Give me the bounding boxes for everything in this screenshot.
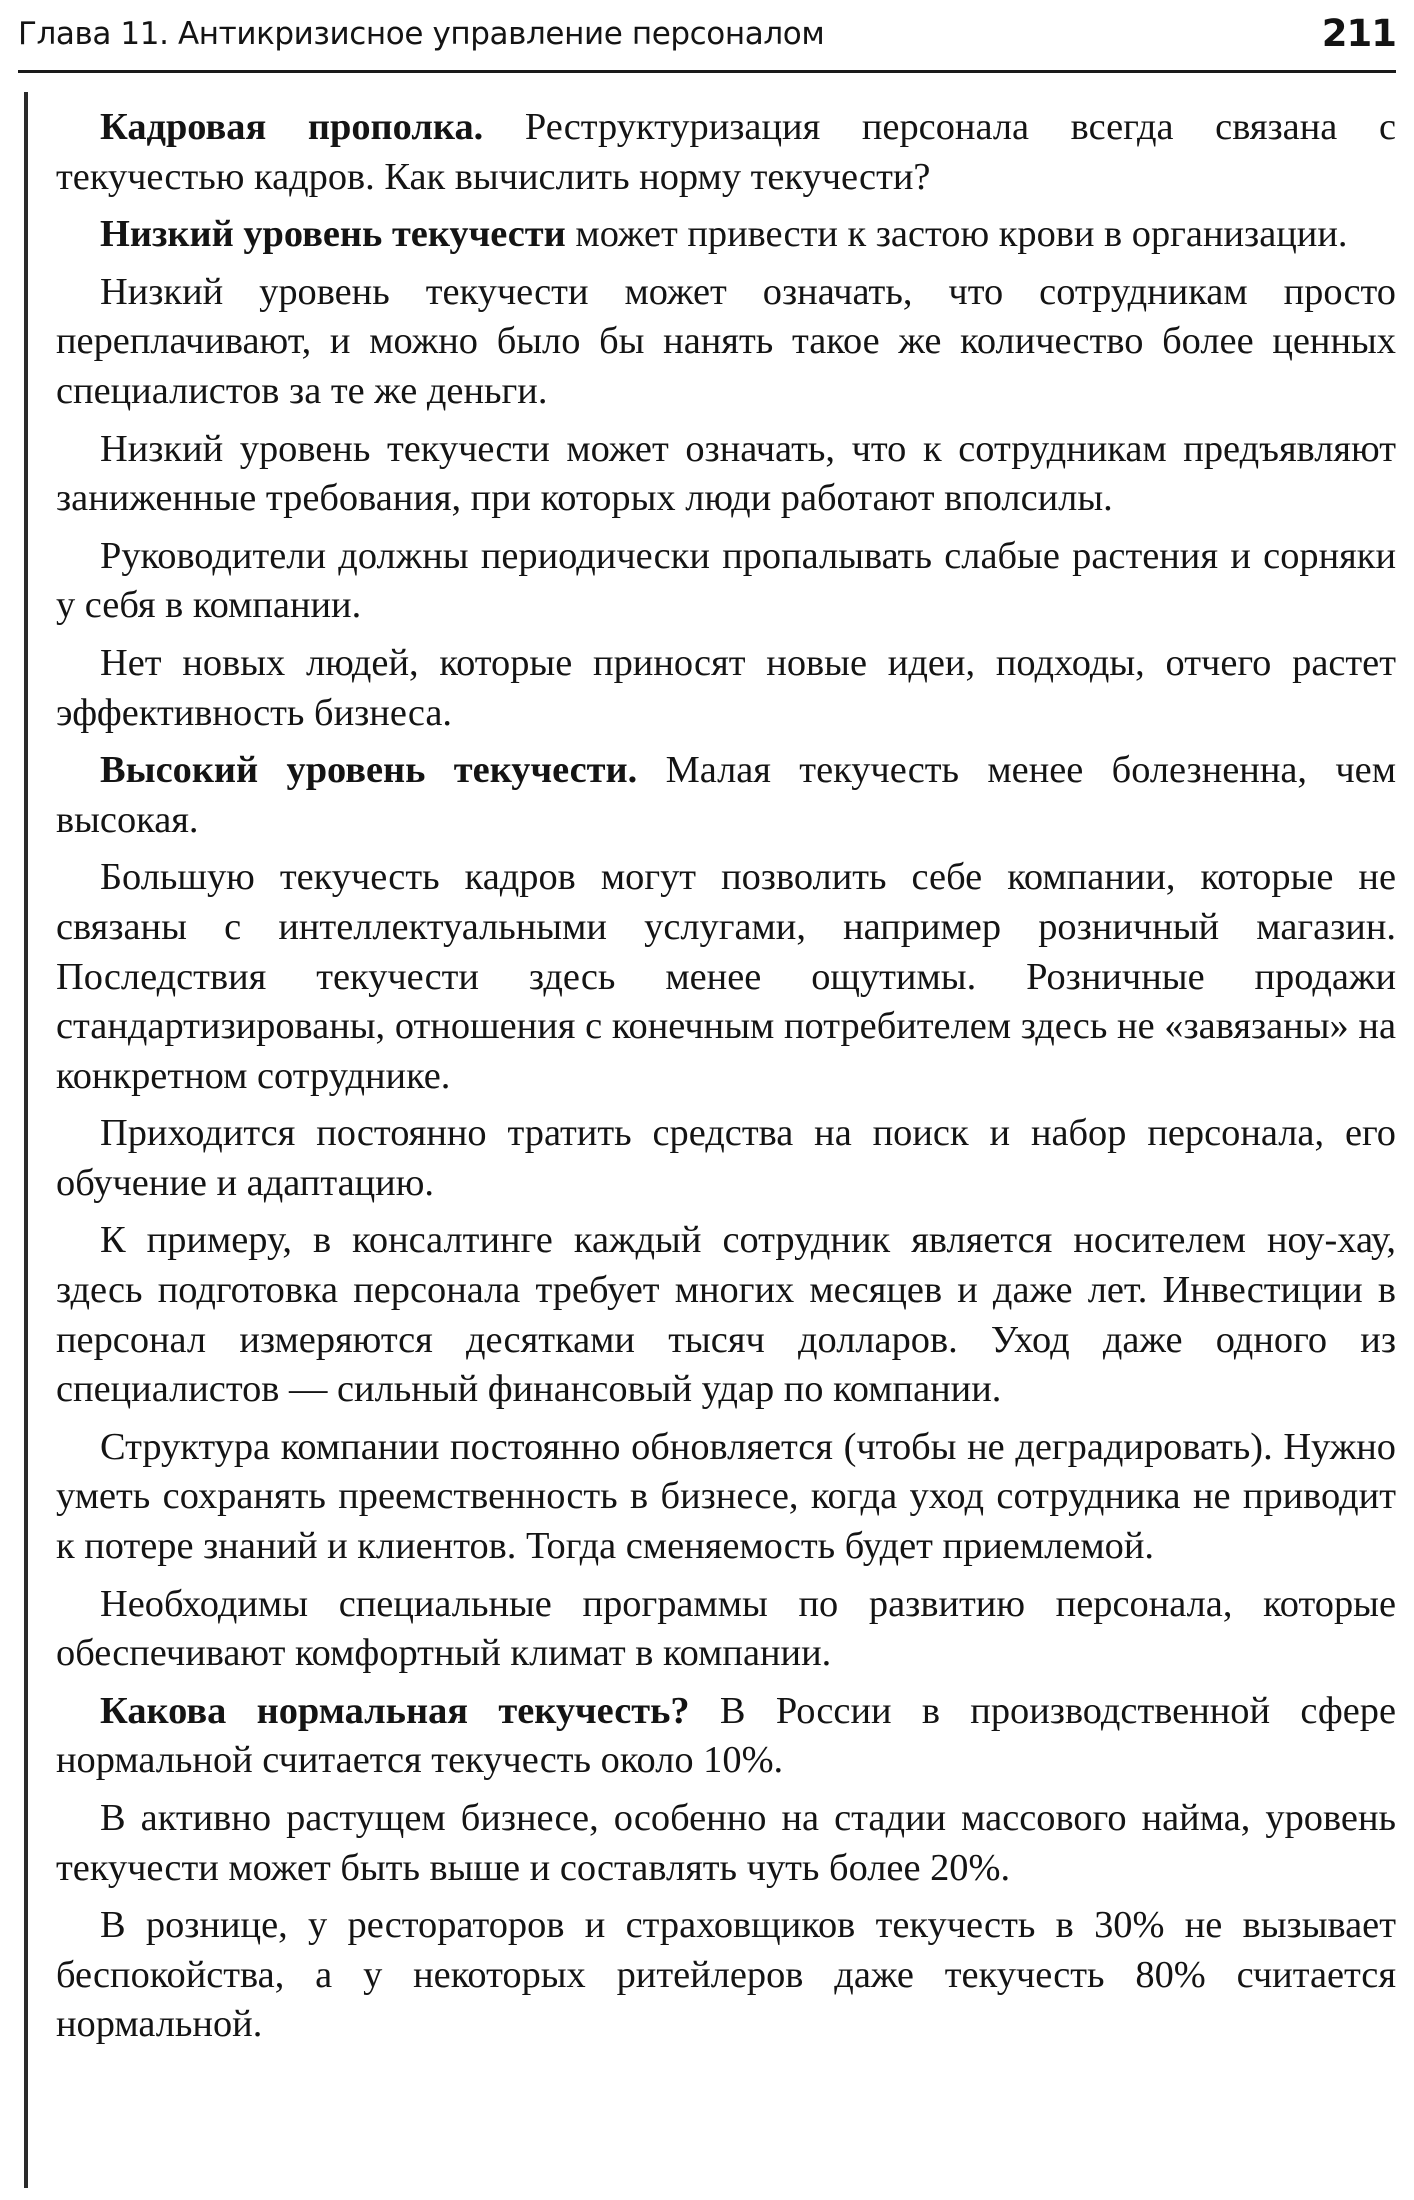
running-head <box>18 8 1396 73</box>
paragraph-normal-turnover <box>56 1687 1396 1786</box>
paragraph <box>56 1901 1396 2050</box>
paragraph-text: Низкий уровень текучести может означать, что сотрудникам просто переплачивают, и можно было бы нанять такое же количество более ценных специалистов за те же деньги. <box>56 270 1396 412</box>
paragraph-text: может привести к застою крови в организации. <box>565 213 1348 256</box>
paragraph-text: В рознице, у рестораторов и страховщиков текучесть в 30% не вызывает беспокойства, а у некоторых ритейлеров даже текучесть 80% считается нормальной. <box>56 1904 1396 2046</box>
paragraph-high-turnover <box>56 746 1396 845</box>
paragraph <box>56 639 1396 738</box>
paragraph <box>56 853 1396 1101</box>
paragraph-text: Структура компании постоянно обновляется (чтобы не деградировать). Нужно уметь сохранять преемственность в бизнесе, когда уход сотрудника не приводит к потере знаний и клиентов. Тогда сменяемость будет приемлемой. <box>56 1425 1396 1568</box>
paragraph-text: Большую текучесть кадров могут позволить себе компании, которые не связаны с интеллектуальными услугами, например розничный магазин. Последствия текучести здесь менее ощутимы. Розничные продажи стандартизированы, отношения с конечным потребителем здесь не «завязаны» на конкретном сотруднике. <box>56 856 1396 1097</box>
paragraph-staff-weeding <box>56 103 1396 202</box>
body-text <box>56 103 1396 2058</box>
paragraph-text: Реструктуризация персонала всегда связана с текучестью кадров. Как вычислить норму текучести? <box>56 106 1396 198</box>
paragraph <box>56 532 1396 631</box>
paragraph-lead: Какова нормальная текучесть? <box>100 1689 690 1732</box>
paragraph-lead: Низкий уровень текучести <box>100 213 566 256</box>
paragraph-text: Нет новых людей, которые приносят новые идеи, подходы, отчего растет эффективность бизнеса. <box>56 641 1396 734</box>
paragraph-text: Малая текучесть менее болезненна, чем высокая. <box>56 749 1396 841</box>
paragraph-text: Низкий уровень текучести может означать, что к сотрудникам предъявляют заниженные требования, при которых люди работают вполсилы. <box>56 427 1396 520</box>
paragraph <box>56 1794 1396 1893</box>
paragraph-text: Руководители должны периодически пропалывать слабые растения и сорняки у себя в компании. <box>56 534 1396 627</box>
paragraph <box>56 425 1396 524</box>
paragraph-text: К примеру, в консалтинге каждый сотрудник является носителем ноу-хау, здесь подготовка персонала требует многих месяцев и даже лет. Инвестиции в персонал измеряются десятками тысяч долларов. Уход даже одного из специалистов — сильный финансовый удар по компании. <box>56 1219 1396 1411</box>
paragraph-text: Приходится постоянно тратить средства на поиск и набор персонала, его обучение и адаптацию. <box>56 1112 1396 1204</box>
paragraph <box>56 1109 1396 1208</box>
paragraph-text: Необходимы специальные программы по развитию персонала, которые обеспечивают комфортный климат в компании. <box>56 1582 1396 1675</box>
paragraph <box>56 1580 1396 1679</box>
margin-rule <box>24 92 28 2188</box>
chapter-title: Глава 11. Антикризисное управление персоналом <box>18 16 825 52</box>
paragraph-text: В активно растущем бизнесе, особенно на стадии массового найма, уровень текучести может быть выше и составлять чуть более 20%. <box>56 1797 1396 1889</box>
paragraph <box>56 268 1396 417</box>
paragraph-text: В России в производственной сфере нормальной считается текучесть около 10%. <box>56 1689 1396 1782</box>
page-number: 211 <box>1321 12 1396 55</box>
paragraph-lead: Кадровая прополка. <box>100 106 484 148</box>
paragraph-lead: Высокий уровень текучести. <box>100 749 638 792</box>
paragraph <box>56 1216 1396 1414</box>
paragraph <box>56 1423 1396 1572</box>
paragraph-low-turnover <box>56 210 1396 260</box>
